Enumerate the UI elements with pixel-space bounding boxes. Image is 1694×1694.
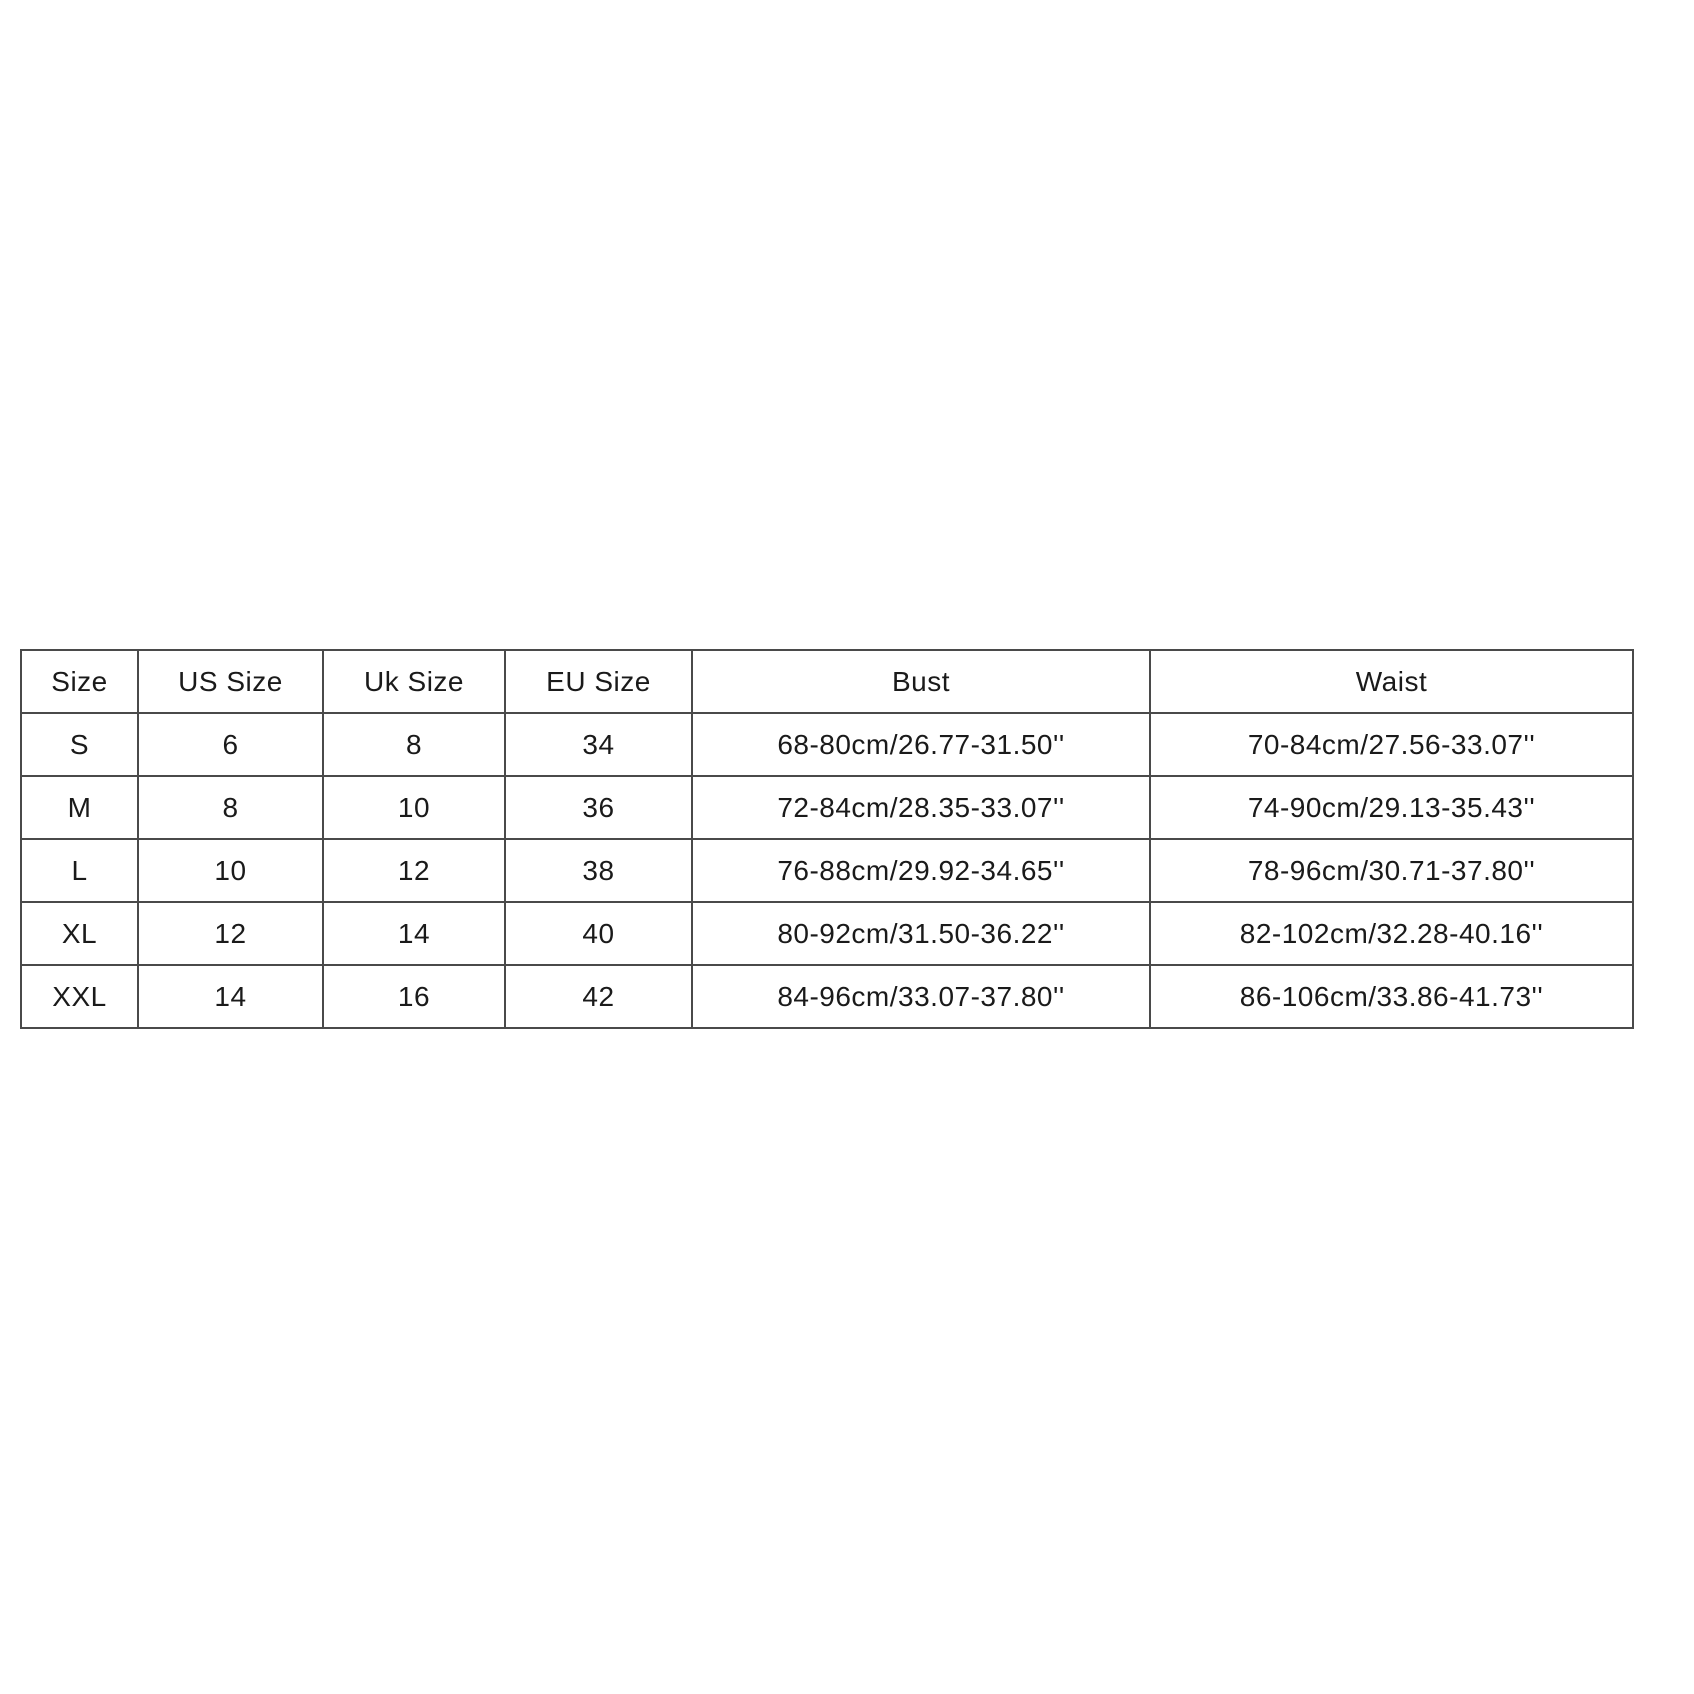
cell-bust: 80-92cm/31.50-36.22'' — [692, 902, 1150, 965]
cell-size: M — [21, 776, 138, 839]
cell-uk-size: 16 — [323, 965, 505, 1028]
cell-eu-size: 38 — [505, 839, 692, 902]
cell-us-size: 14 — [138, 965, 323, 1028]
cell-size: L — [21, 839, 138, 902]
cell-waist: 86-106cm/33.86-41.73'' — [1150, 965, 1633, 1028]
cell-eu-size: 34 — [505, 713, 692, 776]
cell-uk-size: 10 — [323, 776, 505, 839]
cell-us-size: 6 — [138, 713, 323, 776]
cell-size: XL — [21, 902, 138, 965]
cell-uk-size: 14 — [323, 902, 505, 965]
cell-waist: 82-102cm/32.28-40.16'' — [1150, 902, 1633, 965]
table-row — [21, 965, 1633, 1028]
header-bust: Bust — [692, 650, 1150, 713]
cell-eu-size: 36 — [505, 776, 692, 839]
table-row — [21, 839, 1633, 902]
cell-us-size: 12 — [138, 902, 323, 965]
table-row — [21, 902, 1633, 965]
cell-bust: 68-80cm/26.77-31.50'' — [692, 713, 1150, 776]
cell-bust: 72-84cm/28.35-33.07'' — [692, 776, 1150, 839]
cell-uk-size: 8 — [323, 713, 505, 776]
cell-eu-size: 42 — [505, 965, 692, 1028]
header-us-size: US Size — [138, 650, 323, 713]
header-row — [21, 650, 1633, 713]
cell-waist: 78-96cm/30.71-37.80'' — [1150, 839, 1633, 902]
cell-eu-size: 40 — [505, 902, 692, 965]
header-uk-size: Uk Size — [323, 650, 505, 713]
cell-us-size: 10 — [138, 839, 323, 902]
cell-us-size: 8 — [138, 776, 323, 839]
header-size: Size — [21, 650, 138, 713]
table-row — [21, 713, 1633, 776]
cell-bust: 76-88cm/29.92-34.65'' — [692, 839, 1150, 902]
header-eu-size: EU Size — [505, 650, 692, 713]
cell-size: S — [21, 713, 138, 776]
cell-size: XXL — [21, 965, 138, 1028]
cell-uk-size: 12 — [323, 839, 505, 902]
size-chart-table — [20, 649, 1634, 1029]
cell-waist: 74-90cm/29.13-35.43'' — [1150, 776, 1633, 839]
cell-bust: 84-96cm/33.07-37.80'' — [692, 965, 1150, 1028]
table-row — [21, 776, 1633, 839]
header-waist: Waist — [1150, 650, 1633, 713]
cell-waist: 70-84cm/27.56-33.07'' — [1150, 713, 1633, 776]
